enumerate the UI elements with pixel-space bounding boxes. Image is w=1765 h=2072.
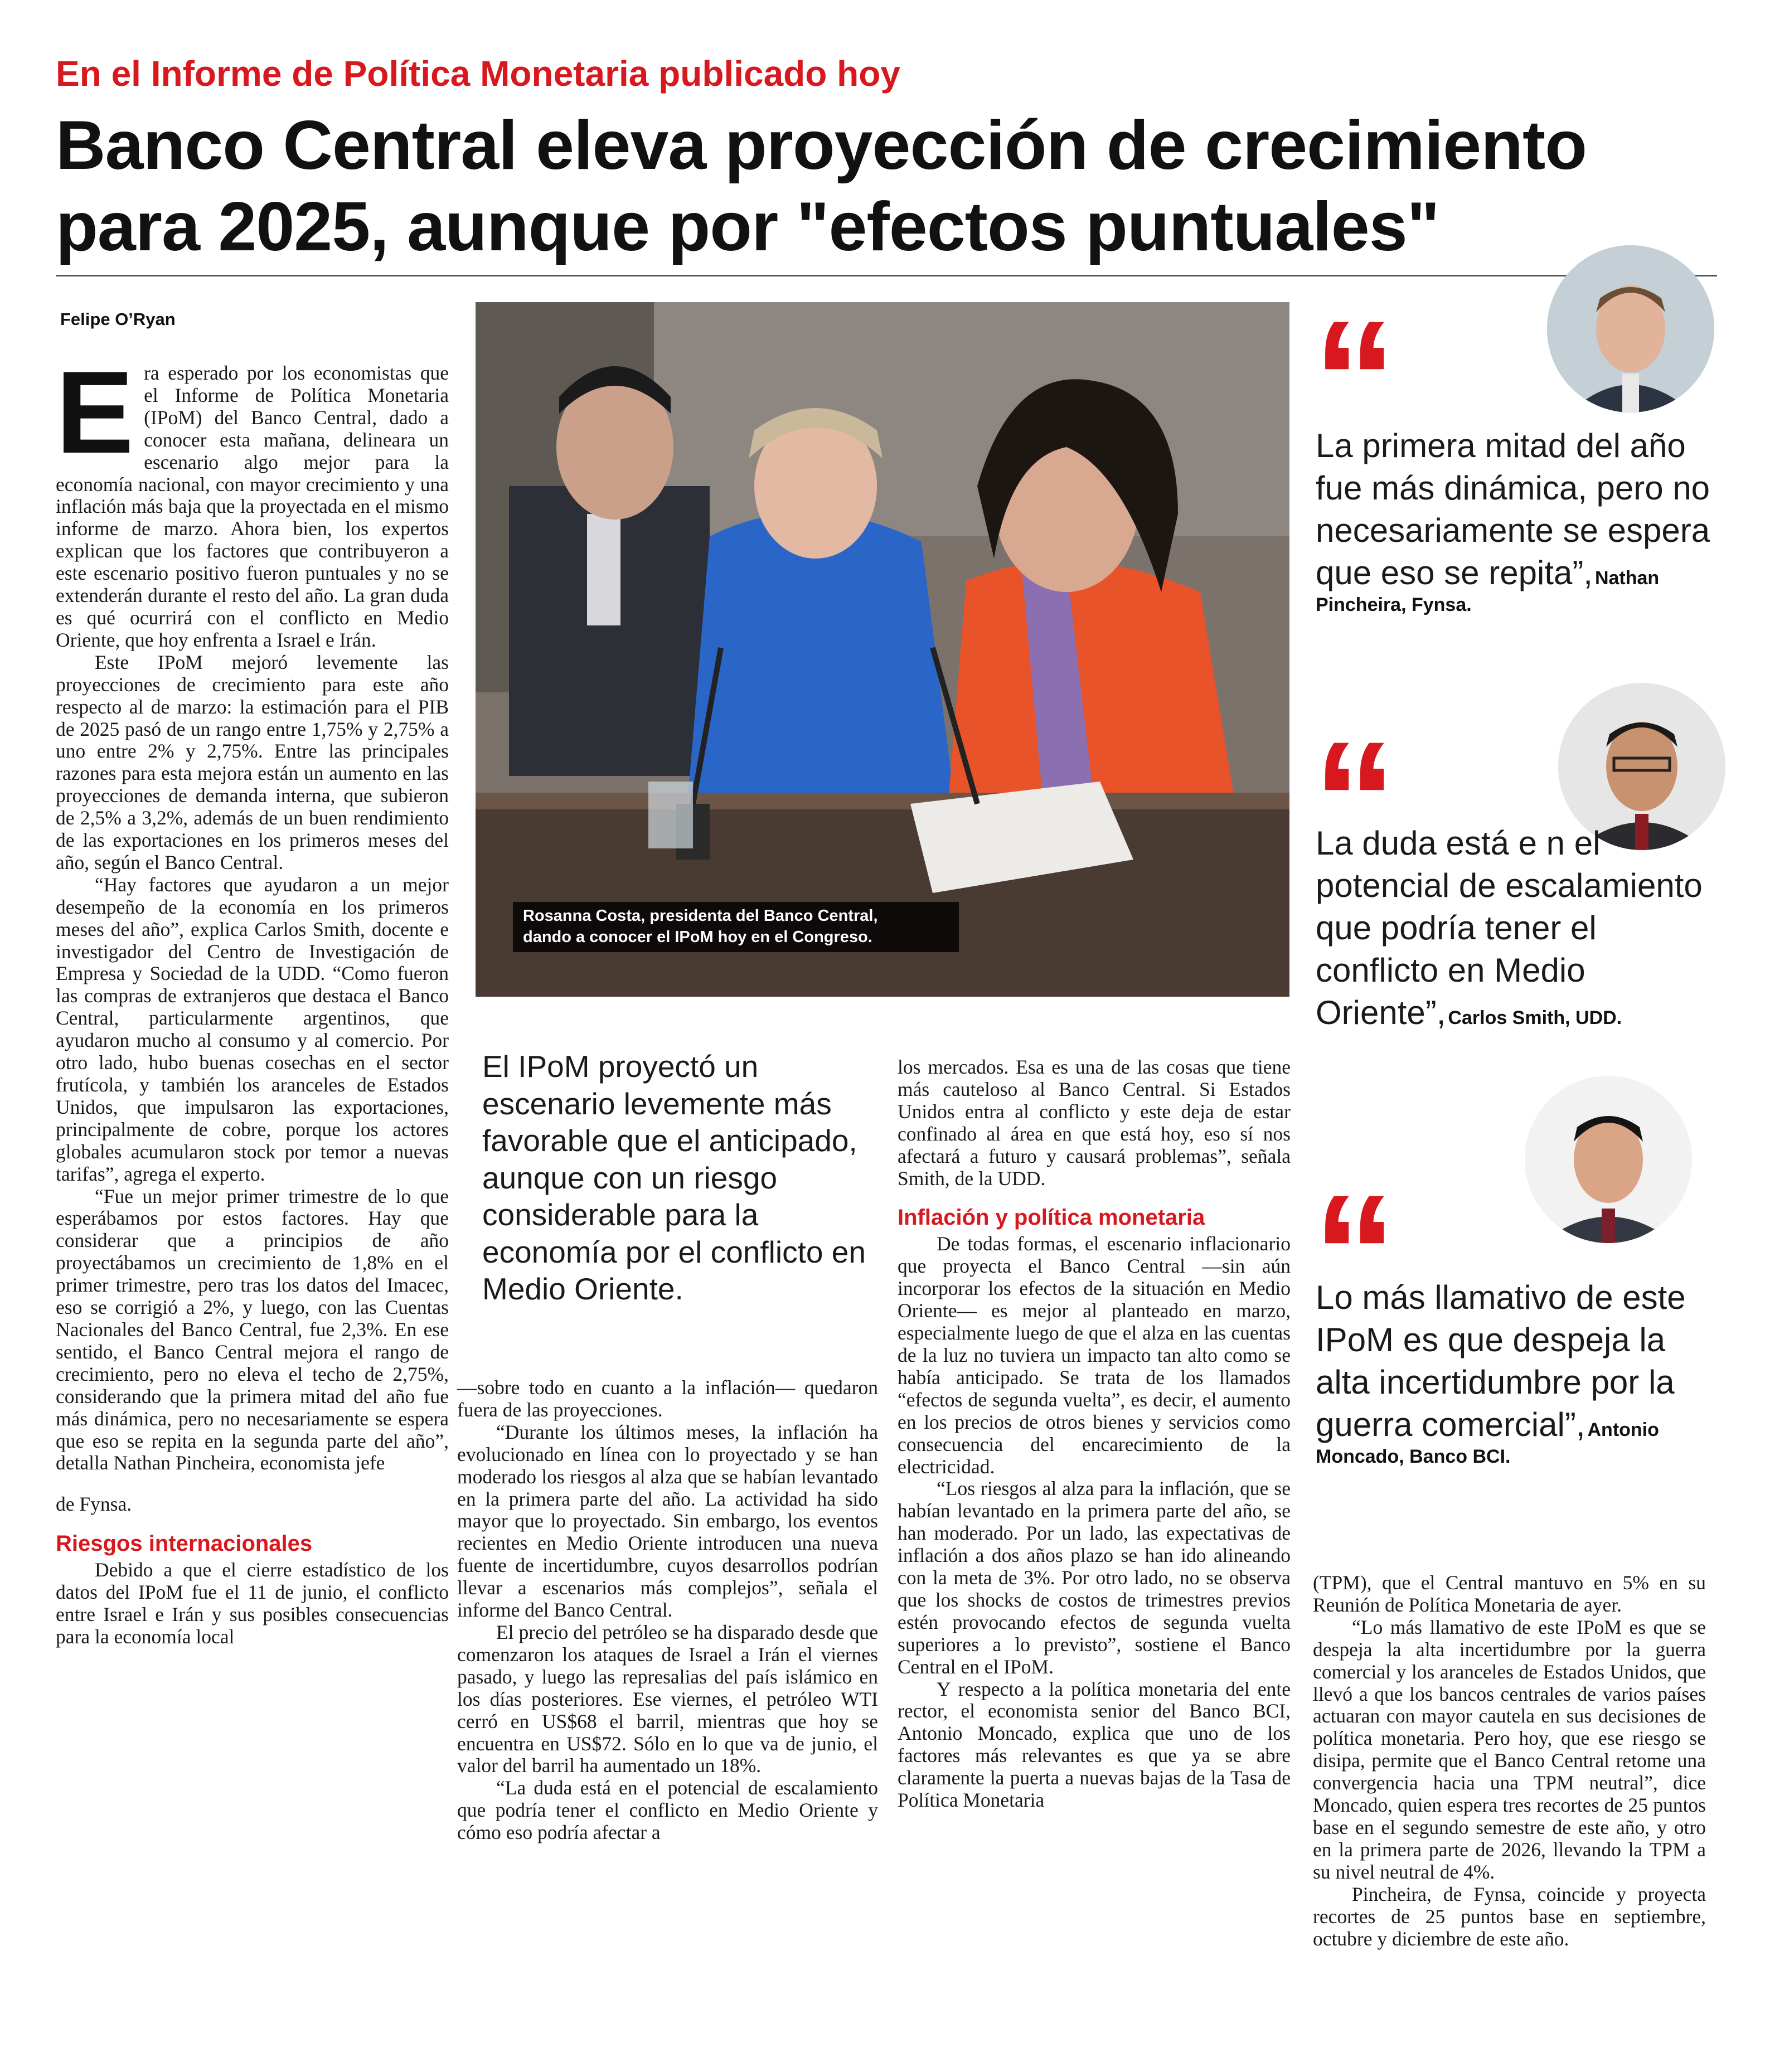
col1-paragraph-5: Debido a que el cierre estadístico de los datos del IPoM fue el 11 de junio, el conflicto entre Israel e Irán y sus posibles consecuencias para la economía local — [56, 1559, 449, 1648]
col4-paragraph-2: “Lo más llamativo de este IPoM es que se despeja la alta incertidumbre por la guerra comercial y los aranceles de Estados Unidos, que llevó a que los bancos centrales de varios países actuaran con mayor cautela en sus decisiones de política monetaria. Pero hoy, que ese riesgo se disipa, permite que el Banco Central retome una convergencia hacia una TPM neutral”, dice Moncado, quien espera tres recortes de 25 puntos base en el segundo semestre de este año, y otro en la primera parte de 2026, llevando la TPM a su nivel neutral de 4%. — [1313, 1615, 1706, 1883]
col1-paragraph-1: ra esperado por los economistas que el Informe de Política Monetaria (IPoM) del Banco Central, dado a conocer esta mañana, delineara un escenario algo mejor para la economía nacional, con mayor crecimiento y una inflación más baja que la proyectada en el mismo informe de marzo. Ahora bien, los expertos explican que los factores que contribuyeron a este escenario positivo fueron puntuales y no se extenderán durante el resto del año. La gran duda es qué ocurrirá con el conflicto en Medio Oriente, que hoy enfrenta a Israel e Irán. — [56, 362, 449, 651]
quote-3-author: Antonio Moncado, Banco BCI. — [1316, 1419, 1659, 1467]
headline — [56, 105, 1706, 268]
col2-paragraph-4: “La duda está en el potencial de escalamiento que podría tener el conflicto en Medio Oriente y cómo eso podría afectar a — [457, 1777, 878, 1844]
quote-2-author: Carlos Smith, UDD. — [1448, 1007, 1622, 1028]
quote-3 — [1316, 1277, 1717, 1468]
column-4 — [1313, 1572, 1706, 1950]
subhead-inflacion: Inflación y política monetaria — [898, 1205, 1205, 1230]
column-3 — [898, 1056, 1291, 1812]
quote-1-author: Nathan Pincheira, Fynsa. — [1316, 567, 1660, 615]
main-photo — [476, 302, 1289, 997]
subhead-riesgos: Riesgos internacionales — [56, 1531, 313, 1556]
col1-paragraph-3: “Hay factores que ayudaron a un mejor desempeño de la economía en los primeros meses del año”, explica Carlos Smith, docente e investigador del Centro de Investigación de Empresa y Sociedad de la UDD. “Como fueron las compras de extranjeros que destaca el Banco Central, particularmente argentinos, que ayudaron mucho al consumo y al comercio. Por otro lado, hubo buenas cosechas en el sector frutícola, y también los aranceles de Estados Unidos, que impulsaron las exportaciones, principalmente de cobre, porque los actores globales acumularon stock por temor a nuevas tarifas”, agrega el experto. — [56, 873, 449, 1185]
photo-illustration — [476, 302, 1289, 997]
col3-paragraph-2: De todas formas, el escenario inflacionario que proyecta el Banco Central —sin aún incorporar los efectos de la situación en Medio Oriente— es mejor al planteado en marzo, especialmente luego de que el alza en las cuentas de la luz no tuviera un impacto tan alto como se había anticipado. Se trata de los llamados “efectos de segunda vuelta”, es decir, el aumento en los precios de otros bienes y servicios como consecuencia del encarecimiento de la electricidad. — [898, 1232, 1291, 1478]
col2-paragraph-2: “Durante los últimos meses, la inflación ha evolucionado en línea con lo proyectado y se han moderado los riesgos al alza que se habían levantado en la primera parte del año. La actividad ha sido mayor que lo proyectado. Sin embargo, los eventos recientes en Medio Oriente introducen una nueva fuente de incertidumbre, cuyos desarrollos podrían llevar a escenarios más complejos”, señala el informe del Banco Central. — [457, 1420, 878, 1622]
quote-mark-2: “ — [1313, 733, 1397, 828]
col4-paragraph-3: Pincheira, de Fynsa, coincide y proyecta recortes de 25 puntos base en septiembre, octubre y diciembre de este año. — [1313, 1882, 1706, 1950]
headline-line-1: Banco Central eleva proyección de crecimiento — [56, 107, 1587, 184]
headline-line-2: para 2025, aunque por "efectos puntuales" — [56, 188, 1439, 265]
quote-2-text: La duda está e n el potencial de escalamiento que podría tener el conflicto en Medio Oriente”, — [1316, 824, 1703, 1031]
quote-mark-1: “ — [1313, 312, 1397, 407]
quote-1-text: La primera mitad del año fue más dinámica, pero no necesariamente se espera que eso se repita”, — [1316, 427, 1710, 591]
dropcap: E — [56, 347, 134, 478]
avatar-antonio-moncado — [1525, 1076, 1692, 1243]
quote-mark-3: “ — [1313, 1186, 1397, 1281]
photo-caption — [523, 905, 958, 948]
col1-paragraph-4: “Fue un mejor primer trimestre de lo que esperábamos por estos factores. Hay que considerar que a principios de año proyectábamos un crecimiento de 1,8% en el primer trimestre, pero tras los datos del Imacec, eso se corrigió a 2%, y luego, con las Cuentas Nacionales del Banco Central, fue 2,3%. En ese sentido, el Banco Central mejora el rango de crecimiento, pero no eleva el techo de 2,75%, considerando que la primera mitad del año fue más dinámica, pero no necesariamente se espera que eso se repita en la segunda parte del año”, detalla Nathan Pincheira, economista jefe — [56, 1185, 449, 1474]
quote-2 — [1316, 822, 1717, 1034]
col3-paragraph-3: “Los riesgos al alza para la inflación, que se habían levantado en la primera parte del año, se han moderado. Por un lado, las expectativas de inflación a dos años plazo se han ido alineando con la meta de 3%. Por otro lado, no se observa que los shocks de costos de trimestres previos estén provocando efectos de segunda vuelta superiores a lo previsto”, sostiene el Banco Central en el IPoM. — [898, 1477, 1291, 1678]
portrait-icon — [1547, 245, 1714, 413]
col2-paragraph-3: El precio del petróleo se ha disparado desde que comenzaron los ataques de Israel a Irán el viernes pasado, y luego las represalias del país islámico en los días posteriores. Ese viernes, el petróleo WTI cerró en US$68 el barril, mientras que hoy se encuentra en US$72. Sólo en lo que va de junio, el valor del barril ha aumentado un 18%. — [457, 1620, 878, 1777]
quote-1 — [1316, 425, 1717, 616]
byline: Felipe O’Ryan — [60, 309, 176, 329]
col2-paragraph-1: —sobre todo en cuanto a la inflación— quedaron fuera de las proyecciones. — [457, 1376, 878, 1421]
col1-paragraph-4-end: de Fynsa. — [56, 1493, 132, 1516]
header-divider — [56, 275, 1717, 276]
column-2 — [457, 1377, 878, 1844]
column-1 — [56, 347, 449, 1648]
avatar-nathan-pincheira — [1547, 245, 1714, 413]
col4-paragraph-1: (TPM), que el Central mantuvo en 5% en su Reunión de Política Monetaria de ayer. — [1313, 1571, 1706, 1616]
kicker: En el Informe de Política Monetaria publicado hoy — [56, 54, 900, 94]
col3-paragraph-4: Y respecto a la política monetaria del ente rector, el economista senior del Banco BCI, Antonio Moncado, explica que uno de los factores más relevantes es que ya se abre claramente la puerta a nuevas bajas de la Tasa de Política Monetaria — [898, 1677, 1291, 1812]
quote-3-text: Lo más llamativo de este IPoM es que despeja la alta incertidumbre por la guerra comercial”, — [1316, 1279, 1686, 1443]
pull-quote: El IPoM proyectó un escenario levemente más favorable que el anticipado, aunque con un riesgo considerable para la economía por el conflicto en Medio Oriente. — [482, 1049, 866, 1306]
col1-paragraph-2: Este IPoM mejoró levemente las proyecciones de crecimiento para este año respecto al de marzo: la estimación para el PIB de 2025 pasó de un rango entre 1,75% y 2,75% a uno entre 2% y 2,75%. Entre las principales razones para esta mejora están un aumento en las proyecciones de demanda interna, que subieron de 2,5% a 3,2%, además de un buen rendimiento de las exportaciones en los primeros meses del año, según el Banco Central. — [56, 651, 449, 874]
portrait-icon — [1525, 1076, 1692, 1243]
col3-paragraph-1: los mercados. Esa es una de las cosas que tiene más cauteloso al Banco Central. Si Estados Unidos entra al conflicto y este deja de estar confinado al área en que está hoy, eso sí nos afectará a futuro y causará problemas”, señala Smith, de la UDD. — [898, 1056, 1291, 1190]
photo-caption-line-1: Rosanna Costa, presidenta del Banco Central, — [523, 907, 878, 925]
photo-caption-line-2: dando a conocer el IPoM hoy en el Congreso. — [523, 928, 872, 946]
